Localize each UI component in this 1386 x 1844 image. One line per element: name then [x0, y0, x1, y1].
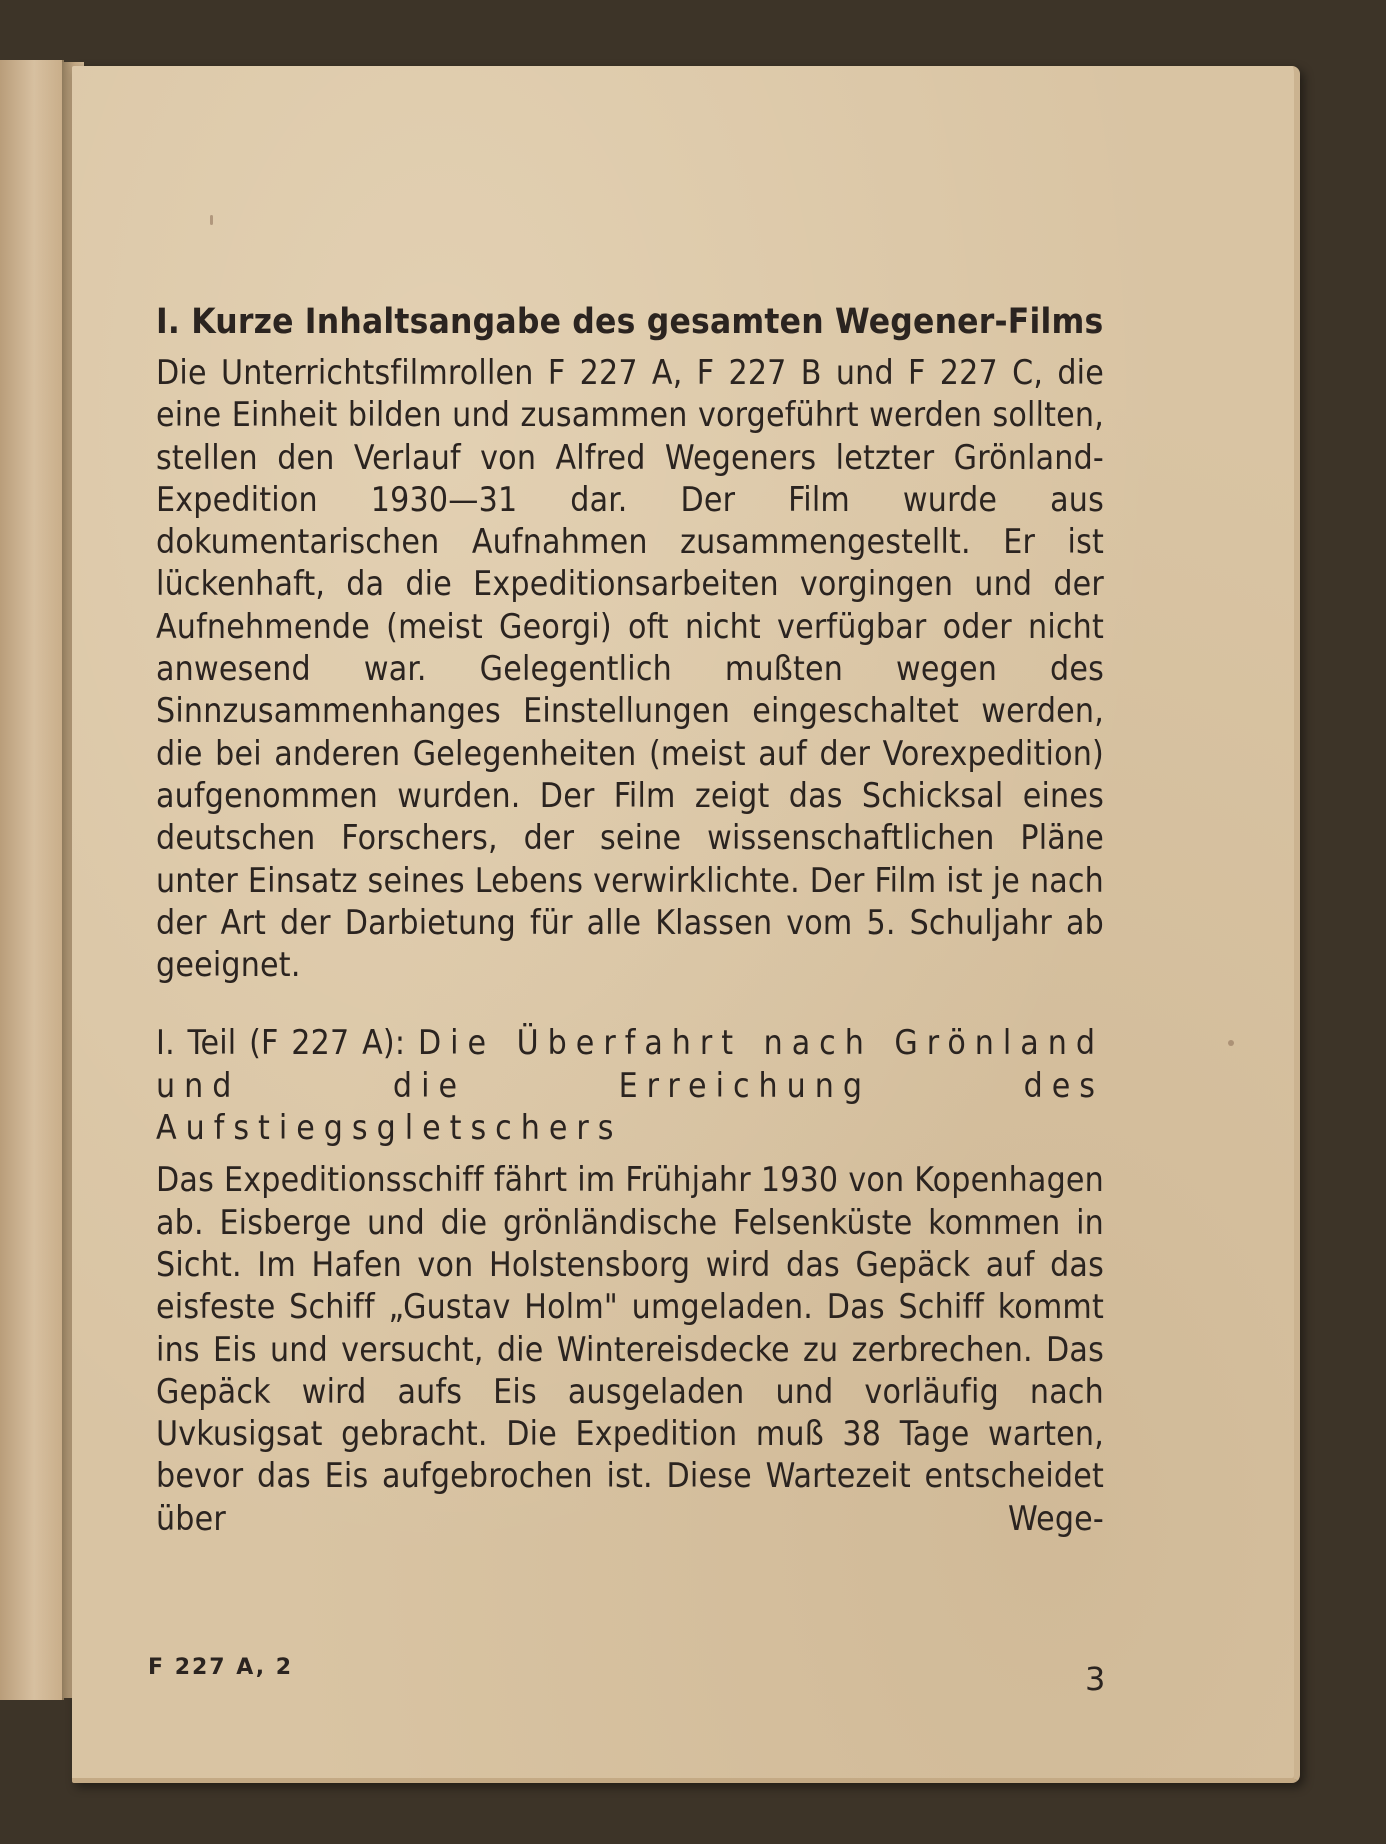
- page-number: 3: [1085, 1660, 1106, 1698]
- part-title: [156, 1022, 1104, 1149]
- part-description-paragraph: Das Expeditionsschiff fährt im Frühjahr 1930 von Kopenhagen ab. Eisberge und die grönländische Felsenküste kommen in Sicht. Im Hafen von Holstensborg wird das Gepäck auf das eisfeste Schiff „Gustav Holm" umgeladen. Das Schiff kommt ins Eis und versucht, die Wintereisdecke zu zerbrechen. Das Gepäck wird aufs Eis ausgeladen und vorläufig nach Uvkusigsat gebracht. Die Expedition muß 38 Tage warten, bevor das Eis aufgebrochen ist. Diese Wartezeit entscheidet über Wege-: [156, 1160, 1104, 1538]
- left-facing-page: [0, 60, 64, 1700]
- section-heading: I. Kurze Inhaltsangabe des gesamten Wegener-Films: [156, 302, 1104, 342]
- part-title-text: Die Überfahrt nach Grönland und die Erreichung des Aufstiegsgletschers: [156, 1023, 1104, 1148]
- footer-film-code: F 227 A, 2: [148, 1655, 294, 1680]
- summary-paragraph: Die Unterrichtsfilmrollen F 227 A, F 227 B und F 227 C, die eine Einheit bilden und zusammen vorgeführt werden sollten, stellen den Verlauf von Alfred Wegeners letzter Grönland-Expedition 1930—31 dar. Der Film wurde aus dokumentarischen Aufnahmen zusammengestellt. Er ist lückenhaft, da die Expeditionsarbeiten vorgingen und der Aufnehmende (meist Georgi) oft nicht verfügbar oder nicht anwesend war. Gelegentlich mußten wegen des Sinnzusammenhanges Einstellungen eingeschaltet werden, die bei anderen Gelegenheiten (meist auf der Vorexpedition) aufgenommen wurden. Der Film zeigt das Schicksal eines deutschen Forschers, der seine wissenschaftlichen Pläne unter Einsatz seines Lebens verwirklichte. Der Film ist je nach der Art der Darbietung für alle Klassen vom 5. Schuljahr ab geeignet.: [156, 353, 1104, 985]
- part-title-prefix: I. Teil (F 227 A):: [156, 1023, 406, 1063]
- paper-mark: [210, 215, 213, 225]
- page-text-block: [156, 300, 1104, 1540]
- paper-speck: [1228, 1040, 1234, 1046]
